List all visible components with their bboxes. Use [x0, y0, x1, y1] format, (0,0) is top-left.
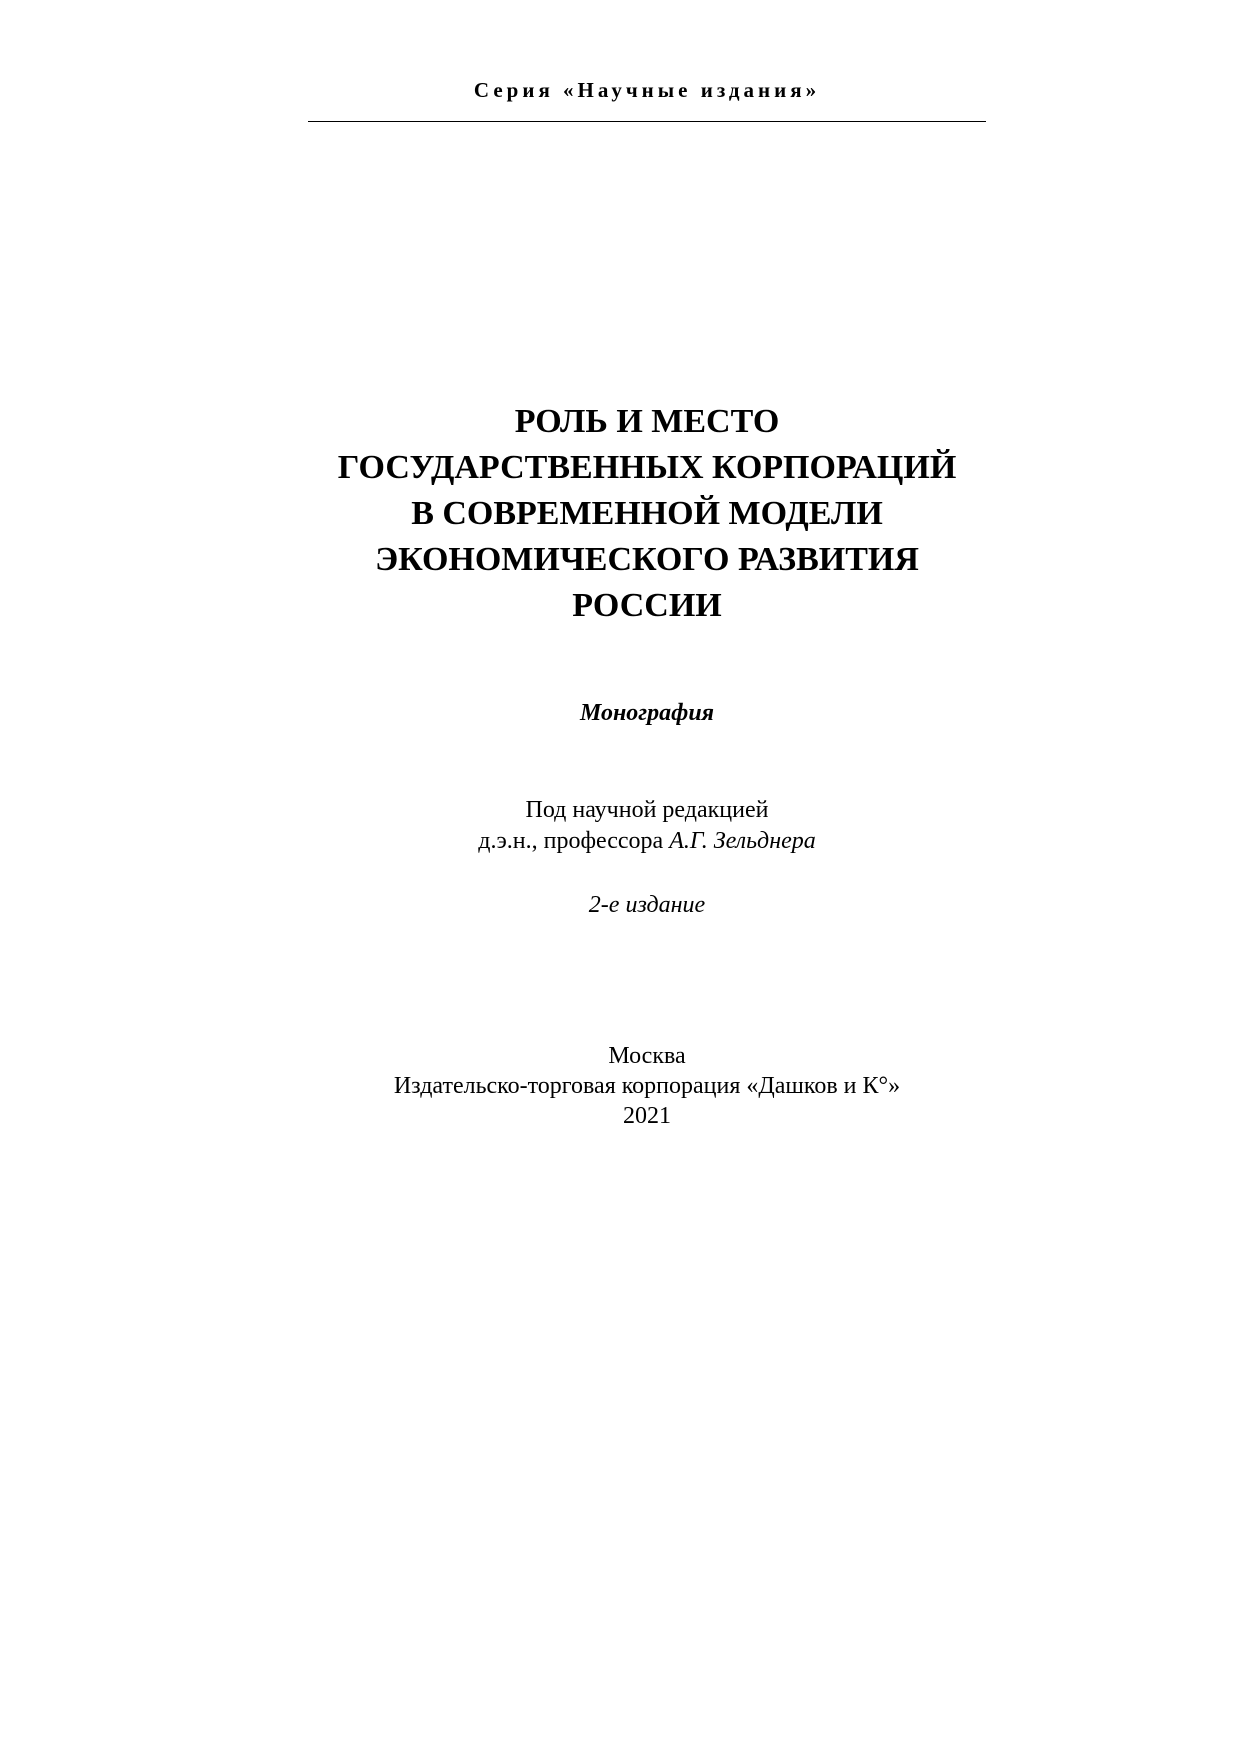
- imprint-publisher: Издательско-торговая корпорация «Дашков и К°»: [393, 1073, 901, 1099]
- editor-line: [0, 826, 1241, 857]
- title-line-1: РОЛЬ И МЕСТО: [514, 403, 780, 440]
- imprint-city: Москва: [608, 1043, 686, 1069]
- title-line-4: ЭКОНОМИЧЕСКОГО РАЗВИТИЯ: [375, 541, 919, 578]
- title-line-3: В СОВРЕМЕННОЙ МОДЕЛИ: [411, 495, 883, 532]
- editor-intro: Под научной редакцией: [525, 797, 769, 823]
- editor-name: А.Г. Зельднера: [669, 828, 816, 854]
- genre-label: Монография: [579, 700, 715, 726]
- series-title: Серия «Научные издания»: [473, 78, 821, 102]
- imprint-block: [0, 1041, 1241, 1131]
- edition-label: 2-е издание: [588, 892, 706, 918]
- title-line-2: ГОСУДАРСТВЕННЫХ КОРПОРАЦИЙ: [337, 449, 957, 486]
- book-title: [0, 399, 1241, 629]
- editor-credentials: д.э.н., профессора: [478, 828, 670, 854]
- header-divider: [308, 121, 986, 122]
- title-line-5: РОССИИ: [572, 587, 722, 624]
- imprint-year: 2021: [623, 1103, 671, 1129]
- editor-block: [0, 795, 1241, 857]
